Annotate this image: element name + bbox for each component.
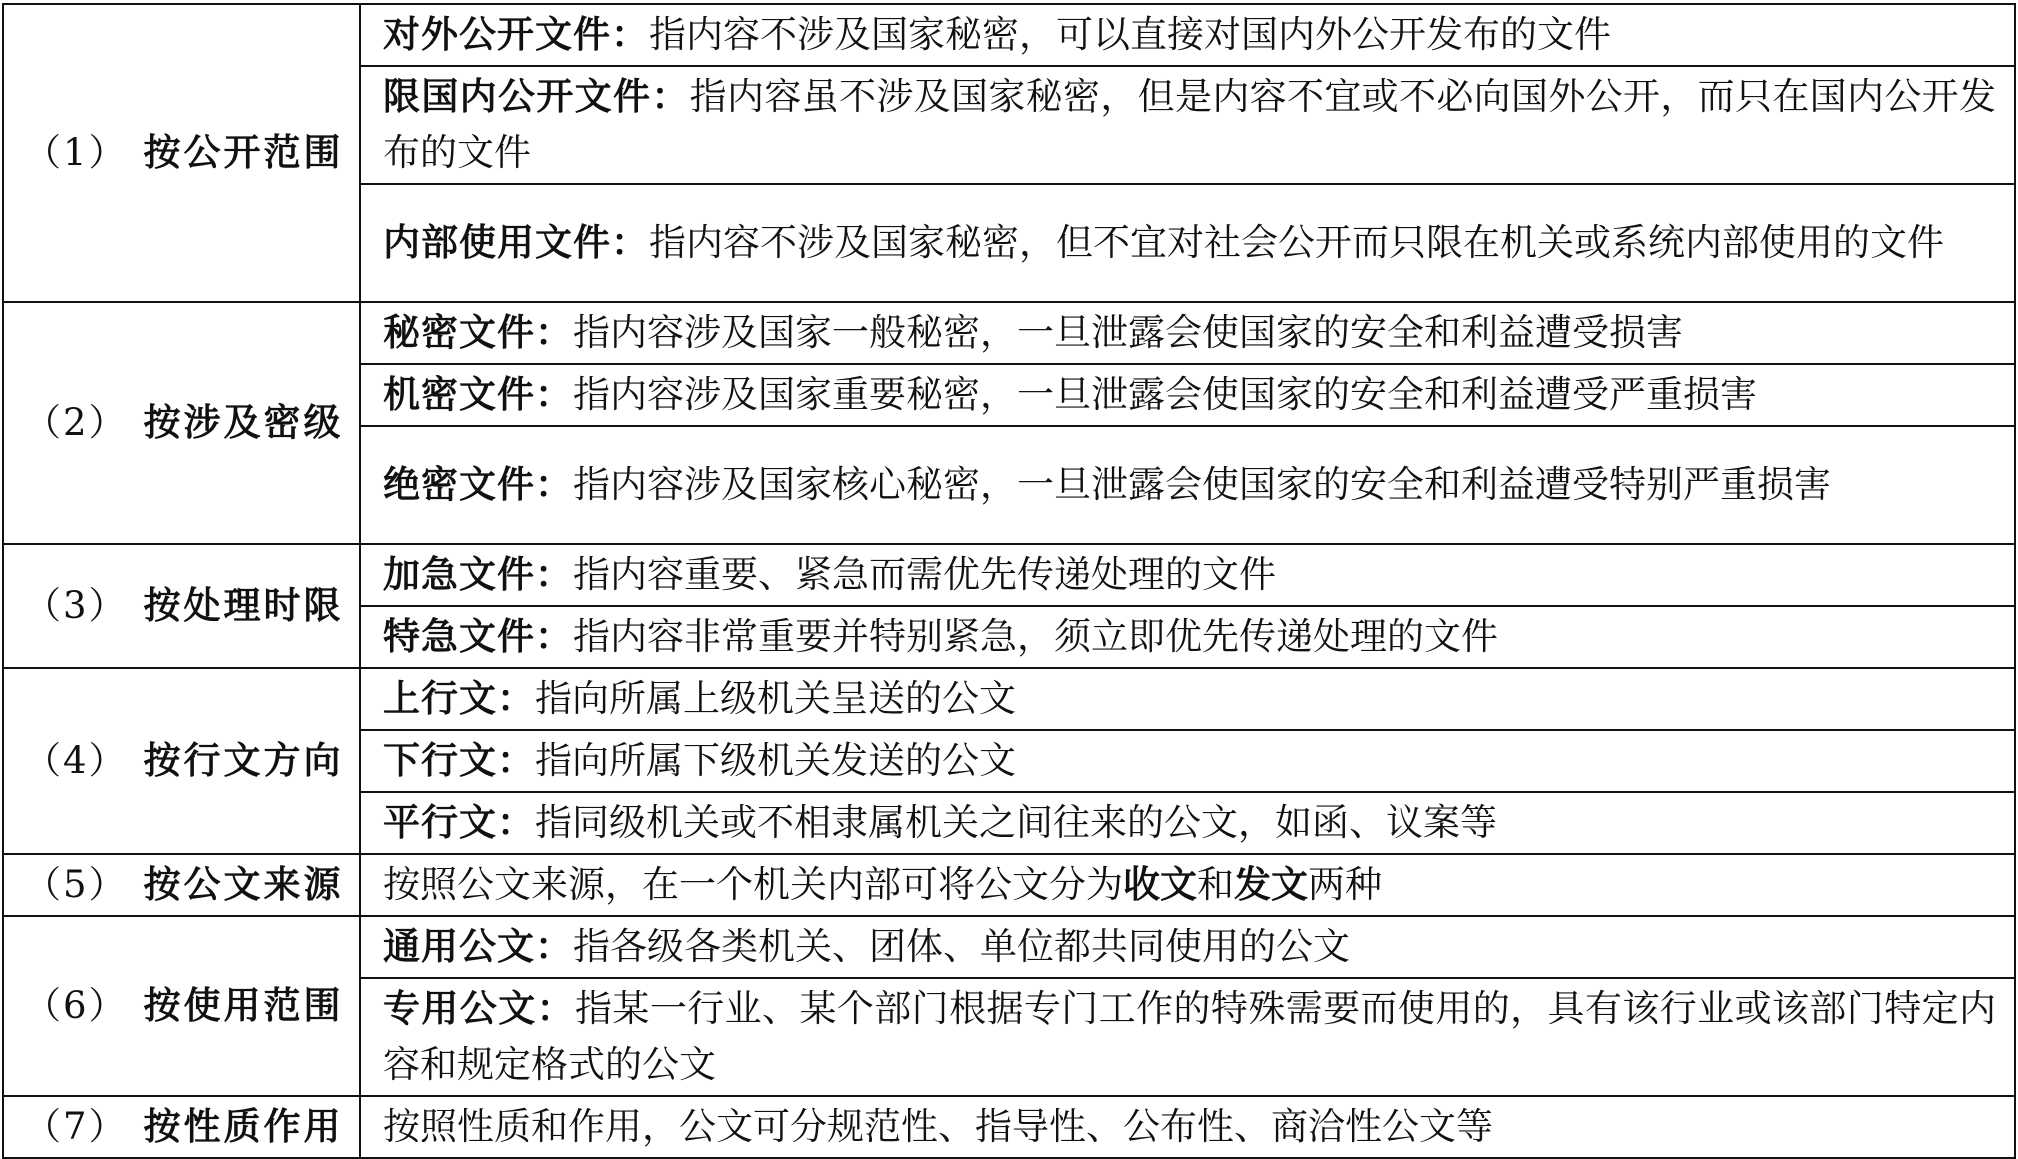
table-row	[3, 668, 2015, 730]
description-term: 下行文：	[383, 739, 535, 782]
category-number: （5）	[24, 862, 128, 906]
description-cell	[360, 916, 2015, 978]
description-text: 指内容涉及国家重要秘密，一旦泄露会使国家的安全和利益遭受严重损害	[573, 373, 1757, 416]
category-number: （6）	[24, 983, 128, 1027]
description-cell	[360, 302, 2015, 364]
description-cell	[360, 66, 2015, 184]
table-row	[3, 916, 2015, 978]
description-term: 对外公开文件：	[383, 13, 649, 56]
description-term: 绝密文件：	[383, 463, 573, 506]
description-text: 指内容非常重要并特别紧急，须立即优先传递处理的文件	[573, 615, 1498, 658]
description-text: 指内容不涉及国家秘密，可以直接对国内外公开发布的文件	[649, 13, 1611, 56]
description-cell	[360, 1096, 2015, 1158]
description-text: 指内容涉及国家一般秘密，一旦泄露会使国家的安全和利益遭受损害	[573, 311, 1683, 354]
description-term: 内部使用文件：	[383, 221, 649, 264]
description-text: 和	[1197, 863, 1234, 906]
description-text: 按照公文来源，在一个机关内部可将公文分为	[383, 863, 1123, 906]
category-cell	[3, 1096, 360, 1158]
description-cell	[360, 4, 2015, 66]
category-label: 按公开范围	[143, 130, 344, 174]
category-cell	[3, 916, 360, 1096]
description-term: 加急文件：	[383, 553, 573, 596]
description-cell	[360, 730, 2015, 792]
category-cell	[3, 544, 360, 668]
category-label: 按公文来源	[143, 862, 344, 906]
description-cell	[360, 544, 2015, 606]
category-number: （7）	[24, 1104, 128, 1148]
category-number: （3）	[24, 583, 128, 627]
description-cell	[360, 978, 2015, 1096]
category-label: 按使用范围	[143, 983, 344, 1027]
table-row	[3, 4, 2015, 66]
description-text: 指内容虽不涉及国家秘密，但是内容不宜或不必向国外公开，而只在国内公开发布的文件	[383, 75, 1997, 174]
description-cell	[360, 364, 2015, 426]
category-cell	[3, 4, 360, 302]
description-cell	[360, 668, 2015, 730]
description-term: 机密文件：	[383, 373, 573, 416]
category-label: 按行文方向	[143, 738, 344, 782]
description-text: 指向所属下级机关发送的公文	[535, 739, 1016, 782]
table-row	[3, 302, 2015, 364]
description-text: 按照性质和作用，公文可分规范性、指导性、公布性、商洽性公文等	[383, 1105, 1493, 1148]
description-text: 指同级机关或不相隶属机关之间往来的公文，如函、议案等	[535, 801, 1497, 844]
category-cell	[3, 668, 360, 854]
description-term: 限国内公开文件：	[383, 75, 690, 118]
description-term: 特急文件：	[383, 615, 573, 658]
description-term: 发文	[1234, 863, 1308, 906]
description-cell	[360, 184, 2015, 302]
document-classification-table	[2, 3, 2016, 1159]
description-term: 秘密文件：	[383, 311, 573, 354]
category-cell	[3, 302, 360, 544]
table-row	[3, 854, 2015, 916]
description-term: 专用公文：	[383, 987, 576, 1030]
category-number: （1）	[24, 130, 128, 174]
category-number: （4）	[24, 738, 128, 782]
category-label: 按涉及密级	[143, 400, 344, 444]
table-row	[3, 1096, 2015, 1158]
description-cell	[360, 606, 2015, 668]
description-text: 指各级各类机关、团体、单位都共同使用的公文	[573, 925, 1350, 968]
category-label: 按性质作用	[143, 1104, 344, 1148]
category-cell	[3, 854, 360, 916]
description-cell	[360, 426, 2015, 544]
description-text: 指内容不涉及国家秘密，但不宜对社会公开而只限在机关或系统内部使用的文件	[649, 221, 1944, 264]
description-term: 通用公文：	[383, 925, 573, 968]
description-text: 指某一行业、某个部门根据专门工作的特殊需要而使用的，具有该行业或该部门特定内容和规定格式的公文	[383, 987, 1997, 1086]
description-text: 指内容涉及国家核心秘密，一旦泄露会使国家的安全和利益遭受特别严重损害	[573, 463, 1831, 506]
description-term: 上行文：	[383, 677, 535, 720]
description-term: 收文	[1123, 863, 1197, 906]
description-cell	[360, 792, 2015, 854]
description-text: 指内容重要、紧急而需优先传递处理的文件	[573, 553, 1276, 596]
description-text: 两种	[1308, 863, 1382, 906]
description-term: 平行文：	[383, 801, 535, 844]
description-text: 指向所属上级机关呈送的公文	[535, 677, 1016, 720]
category-label: 按处理时限	[143, 583, 344, 627]
category-number: （2）	[24, 400, 128, 444]
table-row	[3, 544, 2015, 606]
description-cell	[360, 854, 2015, 916]
